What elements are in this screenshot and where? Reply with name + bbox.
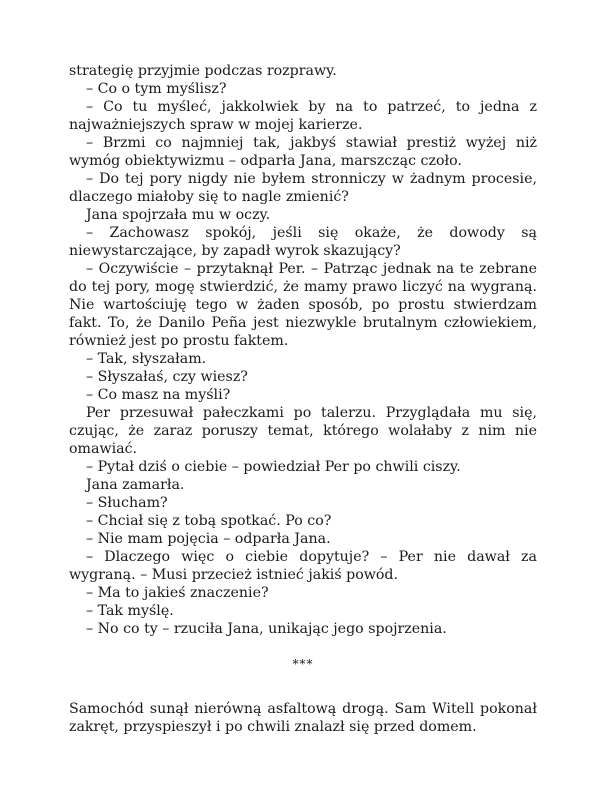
paragraph: – Tak myślę. — [86, 603, 174, 619]
paragraph: – Słyszałaś, czy wiesz? — [86, 369, 248, 385]
text-section — [69, 700, 537, 736]
paragraph: – Słucham? — [86, 495, 168, 511]
paragraph: – Chciał się z tobą spotkać. Po co? — [86, 513, 332, 529]
paragraph: – Pytał dziś o ciebie – powiedział Per po chwili ciszy. — [86, 459, 461, 475]
paragraph: Samochód sunął nierówną asfaltową drogą. Sam Witell pokonał zakręt, przyspieszył i po chwili znalazł się przed domem. — [69, 701, 537, 735]
paragraph: – Nie mam pojęcia – odparła Jana. — [86, 531, 331, 547]
paragraph: – Zachowasz spokój, jeśli się okaże, że dowody są niewystarczające, by zapadł wyrok skazujący? — [69, 225, 537, 259]
paragraph: – Co tu myśleć, jakkolwiek by na to patrzeć, to jedna z najważniejszych spraw w mojej karierze. — [69, 99, 537, 133]
paragraph: – Co masz na myśli? — [86, 387, 231, 403]
paragraph: – Do tej pory nigdy nie byłem stronniczy w żadnym procesie, dlaczego miałoby się to nagle zmienić? — [69, 171, 537, 205]
paragraph: – Co o tym myślisz? — [86, 81, 227, 97]
paragraph: – No co ty – rzuciła Jana, unikając jego spojrzenia. — [86, 621, 447, 637]
paragraph: Per przesuwał pałeczkami po talerzu. Przyglądała mu się, czując, że zaraz poruszy temat, którego wolałaby z nim nie omawiać. — [69, 405, 537, 457]
paragraph: – Brzmi co najmniej tak, jakbyś stawiał prestiż wyżej niż wymóg obiektywizmu – odparła Jana, marszcząc czoło. — [69, 135, 537, 169]
paragraph: Jana zamarła. — [86, 477, 185, 493]
paragraph: – Tak, słyszałam. — [86, 351, 207, 367]
book-page — [69, 62, 537, 736]
paragraph: – Oczywiście – przytaknął Per. – Patrząc jednak na te zebrane do tej pory, mogę stwierdzić, że mamy prawo liczyć na wygraną. Nie wartościuję tego w żaden sposób, po prostu stwierdzam fakt. To, że Danilo Peña jest niezwykle brutalnym człowiekiem, również jest po prostu faktem. — [69, 261, 537, 349]
paragraph: Jana spojrzała mu w oczy. — [86, 207, 271, 223]
text-section — [69, 62, 537, 638]
paragraph: – Dlaczego więc o ciebie dopytuje? – Per nie dawał za wygraną. – Musi przecież istnieć jakiś powód. — [69, 549, 537, 583]
paragraph: strategię przyjmie podczas rozprawy. — [69, 63, 337, 79]
paragraph: – Ma to jakieś znaczenie? — [86, 585, 269, 601]
scene-separator: *** — [292, 657, 314, 671]
